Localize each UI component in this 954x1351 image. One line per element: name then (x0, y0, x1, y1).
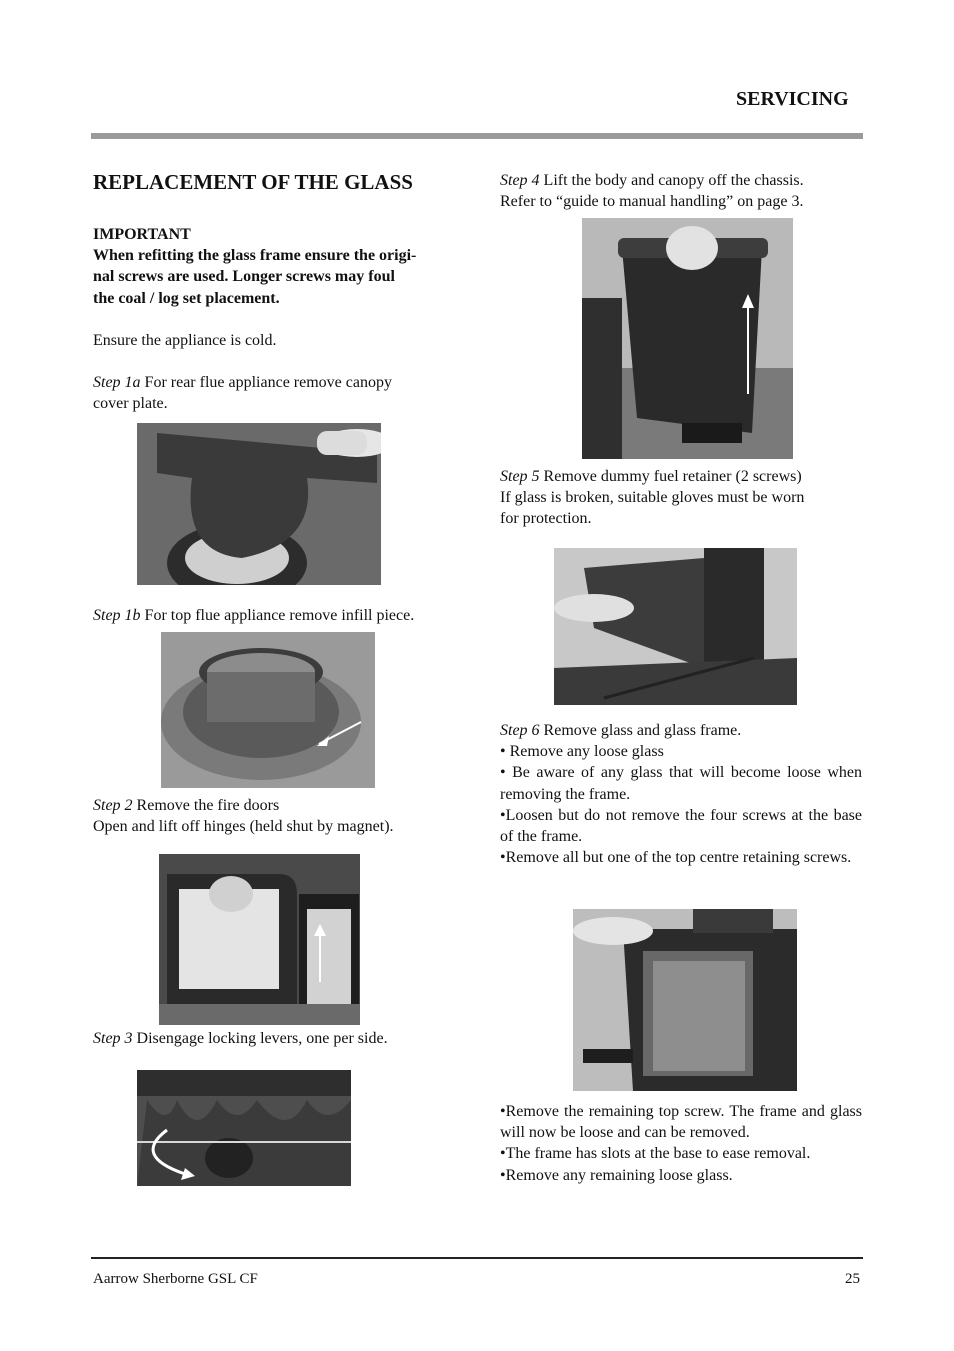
step-label: Step 3 (93, 1030, 133, 1047)
important-line: When refitting the glass frame ensure the origi- (93, 247, 417, 265)
step-text: For rear flue appliance remove canopy (140, 374, 392, 391)
bullet-item: •Remove the remaining top screw. The frame and glass will now be loose and can be removed. (500, 1103, 862, 1142)
step-label: Step 4 (500, 172, 540, 189)
step-text: Remove glass and glass frame. (539, 722, 742, 739)
step-text: Lift the body and canopy off the chassis. (539, 172, 804, 189)
photo-locking-levers (137, 1070, 351, 1186)
photo-canopy-cover-plate (137, 423, 381, 585)
photo-lift-body (582, 218, 793, 459)
step-text: for protection. (500, 510, 592, 528)
bullet-item: • Be aware of any glass that will become loose when removing the frame. (500, 764, 862, 803)
step-label: Step 1b (93, 607, 141, 624)
step-3 (93, 1028, 388, 1049)
step-label: Step 2 (93, 797, 133, 814)
photo-glass-frame (573, 909, 797, 1091)
footer-product-name: Aarrow Sherborne GSL CF (93, 1271, 258, 1287)
step-label: Step 5 (500, 468, 540, 485)
important-line: the coal / log set placement. (93, 289, 280, 307)
important-line: nal screws are used. Longer screws may foul (93, 268, 395, 286)
step-text: cover plate. (93, 395, 168, 413)
step-text: Disengage locking levers, one per side. (132, 1030, 388, 1047)
step-5 (500, 466, 865, 530)
cold-note: Ensure the appliance is cold. (93, 332, 277, 349)
photo-fuel-retainer (554, 548, 797, 705)
page-heading: REPLACEMENT OF THE GLASS (93, 170, 413, 194)
step-4 (500, 170, 865, 212)
bullet-item: •Remove all but one of the top centre retaining screws. (500, 849, 852, 867)
step-text: Remove dummy fuel retainer (2 screws) (539, 468, 802, 485)
step-text: If glass is broken, suitable gloves must be worn (500, 489, 805, 507)
bullet-item: •Remove any remaining loose glass. (500, 1166, 733, 1184)
step-text: For top flue appliance remove infill piece. (140, 607, 415, 624)
photo-fire-doors (159, 854, 360, 1025)
step-text: Refer to “guide to manual handling” on page 3. (500, 193, 804, 211)
step-text: Open and lift off hinges (held shut by magnet). (93, 818, 394, 836)
bullet-item: •Loosen but do not remove the four screws at the base of the frame. (500, 806, 862, 846)
header-divider (91, 133, 863, 139)
step-1a (93, 372, 458, 414)
step-label: Step 1a (93, 374, 141, 391)
section-title: SERVICING (736, 88, 849, 110)
step-text: Remove the fire doors (132, 797, 280, 814)
bullet-item: •The frame has slots at the base to ease removal. (500, 1145, 811, 1163)
bullet-item: • Remove any loose glass (500, 743, 664, 761)
important-label: IMPORTANT (93, 226, 191, 243)
final-steps (500, 1101, 862, 1186)
important-notice (93, 224, 458, 309)
step-6 (500, 720, 862, 868)
photo-infill-piece (161, 632, 375, 788)
step-1b (93, 605, 414, 626)
page-number: 25 (845, 1271, 860, 1287)
step-label: Step 6 (500, 722, 540, 739)
footer-divider (91, 1257, 863, 1259)
step-2 (93, 795, 394, 837)
